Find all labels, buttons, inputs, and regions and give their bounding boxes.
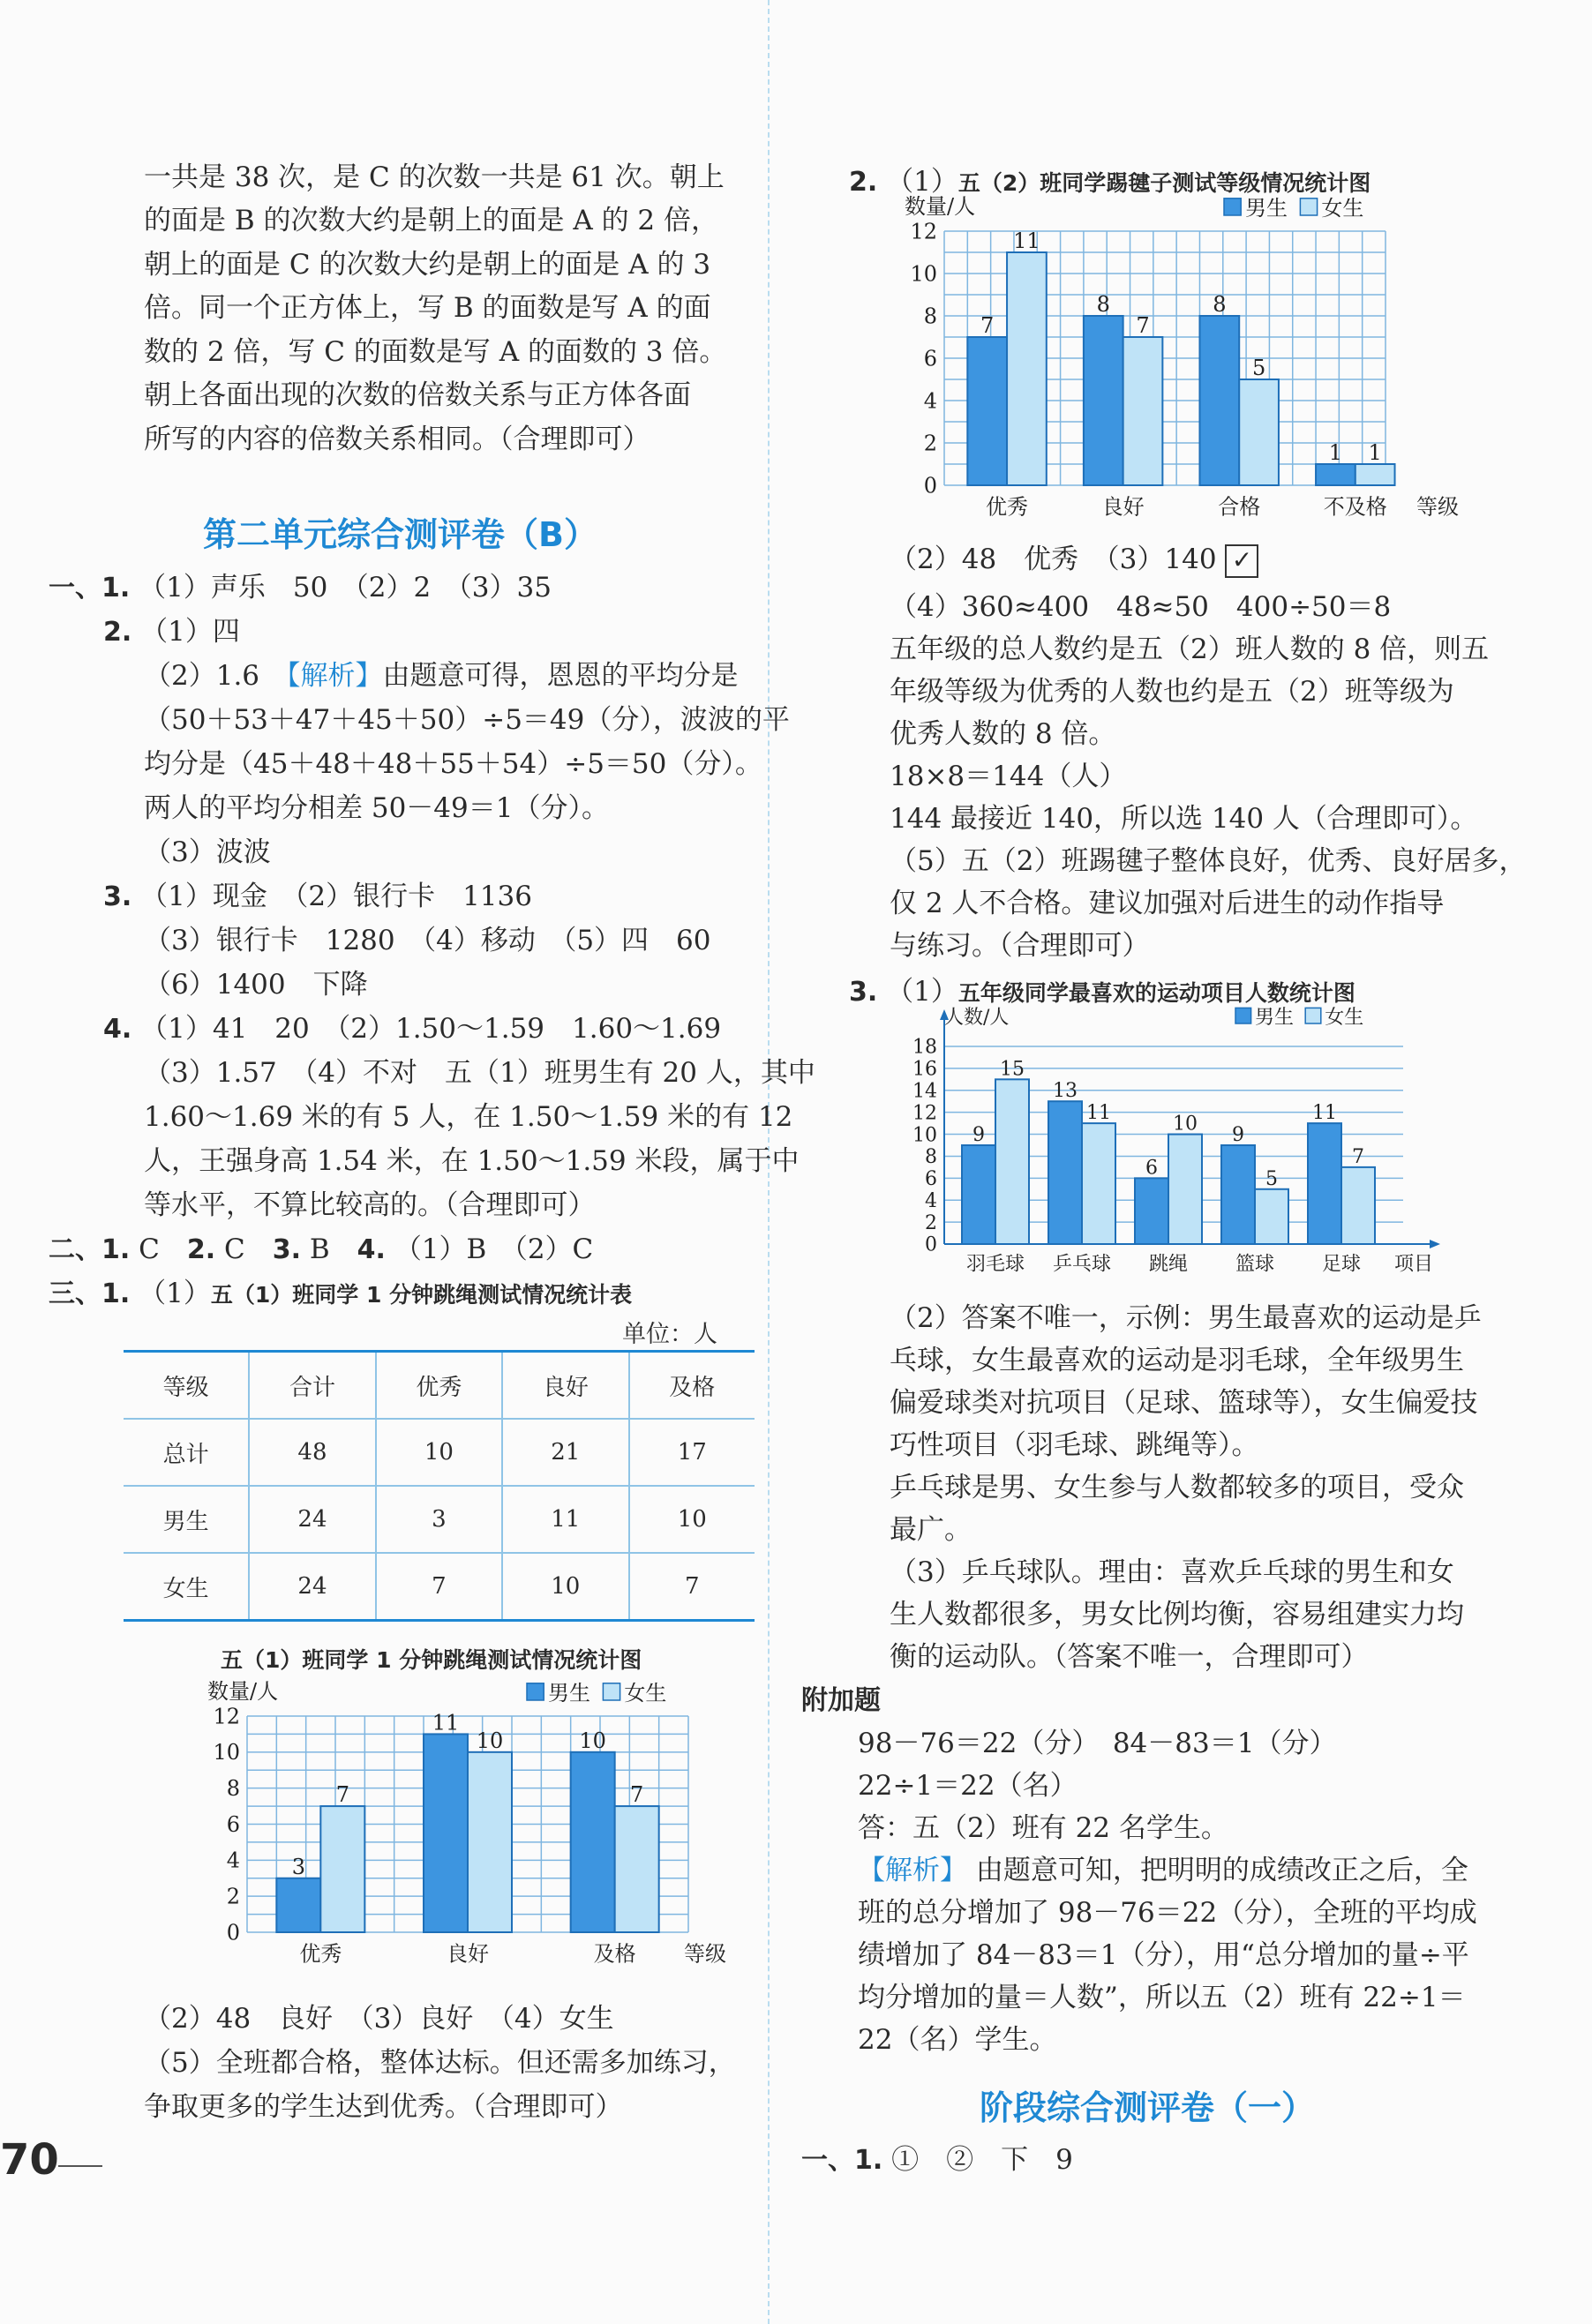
bar (1082, 1123, 1115, 1244)
answer-text: ① ② 下 9 (891, 2144, 1073, 2176)
y-tick-label: 6 (925, 1168, 937, 1191)
legend-label: 女生 (1325, 1007, 1364, 1029)
y-axis-label: 人数/人 (944, 1007, 1010, 1029)
text-line: 五年级的总人数约是五（2）班人数的 8 倍，则五 (890, 633, 1490, 665)
text-line: 均分增加的量＝人数”，所以五（2）班有 22÷1＝ (858, 1982, 1466, 2013)
data-label: 8 (1096, 292, 1110, 317)
bar (1221, 1145, 1255, 1244)
table-cell: 7 (629, 1553, 755, 1621)
table-header-row (124, 1352, 755, 1420)
answer-text: （1）四 (140, 616, 240, 648)
data-label: 15 (1000, 1058, 1025, 1081)
question-number: 4. (357, 1234, 386, 1265)
data-label: 7 (1136, 313, 1150, 338)
answer-text: （1）41 20 （2）1.50～1.59 1.60～1.69 (140, 1013, 722, 1045)
text-line: （50＋53＋47＋45＋50）÷5＝49（分），波波的平 (144, 704, 790, 736)
legend-label: 男生 (1245, 196, 1288, 221)
question-number: 2. (186, 1234, 216, 1265)
question-number: 2. (849, 167, 878, 198)
question-number: 2. (103, 617, 132, 648)
data-label: 7 (1352, 1145, 1364, 1168)
question-number: 二、1. (49, 1234, 131, 1265)
table-row (124, 1553, 755, 1621)
text-line: （3）银行卡 1280 （4）移动 （5）四 60 (144, 925, 711, 956)
data-label: 13 (1053, 1080, 1078, 1103)
text-line: 与练习。（合理即可） (890, 930, 1150, 962)
y-tick-label: 4 (923, 388, 937, 414)
header-cell: 及格 (629, 1352, 755, 1420)
answer-text: （1） (886, 166, 958, 198)
text-line: 生人数都很多，男女比例均衡，容易组建实力均 (890, 1599, 1464, 1631)
table-cell: 女生 (124, 1553, 249, 1621)
table-cell: 24 (249, 1486, 375, 1553)
table-cell: 3 (376, 1486, 502, 1553)
answer-text: C (224, 1233, 273, 1265)
legend-swatch-girls (603, 1683, 620, 1700)
y-tick-label: 10 (910, 261, 937, 287)
text-line: 班的总分增加了 98－76＝22（分），全班的平均成 (858, 1897, 1477, 1929)
text-line: 所写的内容的倍数关系相同。（合理即可） (144, 424, 650, 455)
question-4 (103, 1006, 721, 1046)
bar (1199, 316, 1239, 485)
table-cell: 7 (376, 1553, 502, 1621)
text-line: （3）乒乓球队。理由：喜欢乒乓球的男生和女 (890, 1556, 1454, 1588)
section-title: 阶段综合测评卷（一） (980, 2088, 1316, 2127)
text-line: 衡的运动队。（答案不唯一，合理即可） (890, 1641, 1369, 1673)
bar (1048, 1101, 1082, 1244)
text-line: 两人的平均分相差 50－49＝1（分）。 (144, 792, 609, 824)
data-label: 5 (1251, 356, 1266, 380)
text-line: （6）1400 下降 (144, 969, 368, 1001)
text-line: （4）360≈400 48≈50 400÷50＝8 (890, 591, 1392, 623)
text-line: 一共是 38 次，是 C 的次数一共是 61 次。朝上 (144, 161, 725, 193)
answer-text: C (139, 1233, 187, 1265)
y-tick-label: 2 (923, 431, 937, 456)
header-cell: 优秀 (376, 1352, 502, 1420)
bar (1341, 1167, 1375, 1244)
answer-text: （1） (886, 976, 958, 1008)
text-line: 98－76＝22（分） 84－83＝1（分） (858, 1728, 1337, 1759)
data-label: 11 (1086, 1102, 1111, 1125)
y-tick-label: 10 (213, 1740, 240, 1765)
bar (967, 337, 1007, 485)
text-line: 巧性项目（羽毛球、跳绳等）。 (890, 1429, 1259, 1461)
question-number: 三、1. (49, 1278, 131, 1309)
text-line: 年级等级为优秀的人数也约是五（2）班等级为 (890, 676, 1454, 708)
bar (571, 1752, 615, 1932)
data-label: 11 (432, 1710, 460, 1736)
text-line: （2）答案不唯一，示例：男生最喜欢的运动是乒 (890, 1302, 1482, 1334)
bar (1239, 379, 1279, 485)
answer-text: （1）声乐 50 （2）2 （3）35 (139, 572, 552, 603)
y-tick-label: 6 (226, 1811, 240, 1837)
bar (995, 1079, 1029, 1244)
bar (1007, 252, 1047, 485)
data-label: 11 (1312, 1102, 1337, 1125)
x-tick-label: 优秀 (299, 1941, 342, 1967)
text-line: 均分是（45＋48＋48＋55＋54）÷5＝50（分）。 (144, 748, 762, 780)
bar (1316, 464, 1355, 485)
chart-title: 五（2）班同学踢毽子测试等级情况统计图 (957, 170, 1371, 196)
bar (424, 1734, 468, 1932)
header-cell: 等级 (124, 1352, 249, 1420)
question-number: 一、1. (49, 573, 131, 603)
data-label: 6 (1145, 1157, 1158, 1180)
section-title: 第二单元综合测评卷（B） (203, 515, 597, 554)
text-line: 1.60～1.69 米的有 5 人，在 1.50～1.59 米的有 12 (144, 1101, 793, 1133)
data-label: 5 (1265, 1167, 1278, 1190)
table-cell: 17 (629, 1419, 755, 1486)
bar (1255, 1189, 1288, 1244)
table-row (124, 1486, 755, 1553)
table-cell: 男生 (124, 1486, 249, 1553)
page-number-rule (58, 2165, 102, 2167)
text-line: 的面是 B 的次数大约是朝上的面是 A 的 2 倍， (144, 205, 719, 236)
y-tick-label: 12 (912, 1102, 937, 1125)
y-tick-label: 14 (912, 1080, 937, 1103)
y-tick-label: 8 (925, 1146, 937, 1169)
analysis-tag: 【解析】 (858, 1855, 967, 1886)
bar-chart-jump-rope (207, 1679, 737, 1967)
text-line: 22（名）学生。 (858, 2024, 1057, 2056)
legend-label: 女生 (1321, 196, 1364, 221)
data-label: 7 (980, 313, 995, 338)
header-cell: 合计 (249, 1352, 375, 1420)
y-tick-label: 12 (213, 1704, 240, 1729)
text-line: 18×8＝144（人） (890, 761, 1127, 792)
x-tick-label: 良好 (447, 1941, 489, 1967)
bar (1135, 1178, 1168, 1244)
data-label: 8 (1213, 292, 1227, 317)
text-line: （3）波波 (144, 836, 271, 868)
data-table (124, 1350, 755, 1622)
table-cell: 总计 (124, 1419, 249, 1486)
x-tick-label: 良好 (1101, 494, 1145, 520)
table-row (124, 1419, 755, 1486)
analysis-line (858, 1848, 1468, 1887)
question-1 (49, 565, 552, 604)
x-tick-label: 不及格 (1323, 494, 1387, 520)
bar (468, 1752, 512, 1932)
data-label: 10 (1173, 1113, 1198, 1136)
y-tick-label: 0 (226, 1920, 240, 1945)
check-icon: ✓ (1225, 544, 1258, 578)
question-3 (103, 873, 532, 913)
analysis-tag: 【解析】 (287, 660, 383, 692)
text-line: 最广。 (890, 1514, 972, 1546)
bar (1308, 1123, 1341, 1244)
y-axis-label: 数量/人 (207, 1679, 279, 1704)
legend-swatch-girls (1300, 199, 1317, 215)
y-tick-label: 8 (226, 1776, 240, 1802)
data-label: 1 (1368, 440, 1382, 465)
question-2a (103, 609, 240, 648)
legend-label: 男生 (1255, 1007, 1295, 1029)
x-tick-label: 跳绳 (1148, 1253, 1189, 1276)
data-label: 3 (291, 1854, 305, 1879)
legend-label: 女生 (624, 1681, 667, 1706)
legend-swatch-boys (1235, 1008, 1251, 1023)
text-line: 偏爱球类对抗项目（足球、篮球等），女生偏爱技 (890, 1387, 1478, 1419)
bar (1123, 337, 1163, 485)
table-cell: 48 (249, 1419, 375, 1486)
table-cell: 10 (376, 1419, 502, 1486)
header-cell: 良好 (502, 1352, 628, 1420)
y-tick-label: 18 (912, 1036, 937, 1059)
y-tick-label: 16 (912, 1058, 937, 1081)
chart-title: 五（1）班同学 1 分钟跳绳测试情况统计图 (221, 1647, 642, 1673)
bar (615, 1806, 659, 1932)
x-axis-label: 项目 (1394, 1253, 1434, 1276)
answer-line (890, 536, 1258, 578)
table-unit: 单位：人 (622, 1321, 717, 1348)
y-tick-label: 4 (925, 1189, 937, 1212)
text-line: （5）全班都合格，整体达标。但还需多加练习， (144, 2047, 736, 2079)
table-cell: 10 (629, 1486, 755, 1553)
x-tick-label: 乒乓球 (1052, 1253, 1112, 1276)
question-number: 一、1. (801, 2145, 883, 2176)
y-tick-label: 12 (910, 219, 937, 244)
y-tick-label: 2 (925, 1211, 937, 1234)
y-axis-label: 数量/人 (905, 194, 976, 219)
text-line: 争取更多的学生达到优秀。（合理即可） (144, 2091, 623, 2123)
x-tick-label: 足球 (1321, 1253, 1362, 1276)
text-line: 朝上的面是 C 的次数大约是朝上的面是 A 的 3 (144, 249, 711, 281)
answer-text: 由题意可得，恩恩的平均分是 (382, 660, 739, 692)
bar (276, 1878, 320, 1932)
question-last (801, 2137, 1073, 2177)
legend-swatch-boys (527, 1683, 544, 1700)
answer-text: 由题意可知，把明明的成绩改正之后，全 (975, 1855, 1468, 1886)
text-line: 22÷1＝22（名） (858, 1770, 1078, 1802)
page-number: 70 (0, 2135, 59, 2185)
text-line: 等水平，不算比较高的。（合理即可） (144, 1189, 596, 1221)
data-label: 1 (1328, 440, 1343, 465)
table-cell: 10 (502, 1553, 628, 1621)
text-line: 人，王强身高 1.54 米，在 1.50～1.59 米段，属于中 (144, 1145, 800, 1177)
answer-text: （1）现金 （2）银行卡 1136 (140, 881, 532, 912)
y-tick-label: 8 (923, 304, 937, 329)
table-cell: 24 (249, 1553, 375, 1621)
question-number: 4. (103, 1014, 132, 1045)
legend-swatch-girls (1305, 1008, 1321, 1023)
x-axis-label: 等级 (1416, 494, 1459, 520)
data-label: 9 (972, 1124, 985, 1146)
data-label: 10 (579, 1728, 606, 1753)
part-3 (49, 1271, 632, 1310)
y-tick-label: 6 (923, 346, 937, 371)
answer-text: （1）B （2）C (394, 1233, 594, 1265)
data-label: 7 (630, 1782, 644, 1808)
data-label: 10 (476, 1728, 504, 1753)
question-number: 3. (849, 977, 878, 1008)
text-line: 倍。同一个正方体上，写 B 的面数是写 A 的面 (144, 292, 711, 324)
text-line: 数的 2 倍，写 C 的面数是写 A 的面数的 3 倍。 (144, 336, 727, 368)
x-tick-label: 篮球 (1235, 1253, 1275, 1276)
bar-chart-sports (909, 1004, 1474, 1286)
text-line: （2）48 良好 （3）良好 （4）女生 (144, 2003, 614, 2035)
answer-text: B (309, 1233, 357, 1265)
bar-chart-shuttlecock (905, 194, 1459, 521)
data-label: 9 (1232, 1124, 1244, 1146)
text-line: 乒乓球是男、女生参与人数都较多的项目，受众 (890, 1472, 1464, 1503)
text-line: （3）1.57 （4）不对 五（1）班男生有 20 人，其中 (144, 1057, 815, 1089)
y-tick-label: 0 (925, 1233, 937, 1256)
bar (962, 1145, 995, 1244)
x-axis-label: 等级 (684, 1941, 726, 1967)
question-3-right (849, 969, 1355, 1008)
text-line: 优秀人数的 8 倍。 (890, 718, 1116, 750)
bar (1168, 1135, 1202, 1244)
x-axis-arrow (1430, 1240, 1440, 1248)
y-tick-label: 2 (226, 1884, 240, 1909)
data-label: 11 (1013, 229, 1040, 253)
text-line: 答：五（2）班有 22 名学生。 (858, 1812, 1228, 1844)
text-line: 乓球，女生最喜欢的运动是羽毛球，全年级男生 (890, 1345, 1464, 1376)
data-label: 7 (335, 1782, 349, 1808)
question-number: 3. (103, 881, 132, 912)
table-title: 五（1）班同学 1 分钟跳绳测试情况统计表 (210, 1282, 633, 1308)
x-tick-label: 优秀 (986, 494, 1029, 520)
table-cell: 11 (502, 1486, 628, 1553)
y-tick-label: 0 (923, 473, 937, 499)
text-line: 朝上各面出现的次数的倍数关系与正方体各面 (144, 379, 691, 411)
bar (1355, 464, 1395, 485)
x-tick-label: 羽毛球 (965, 1253, 1025, 1276)
y-tick-label: 4 (226, 1848, 240, 1873)
text-line: 144 最接近 140，所以选 140 人（合理即可）。 (890, 803, 1478, 835)
question-2b (144, 653, 739, 693)
text-line: （5）五（2）班踢毽子整体良好，优秀、良好居多， (890, 845, 1527, 877)
x-tick-label: 及格 (593, 1941, 636, 1967)
bonus-title: 附加题 (801, 1685, 881, 1716)
chart-title: 五年级同学最喜欢的运动项目人数统计图 (957, 980, 1355, 1006)
legend-label: 男生 (548, 1681, 590, 1706)
text-line: 仅 2 人不合格。建议加强对后进生的动作指导 (890, 888, 1445, 919)
x-tick-label: 合格 (1218, 494, 1261, 520)
question-2-right (849, 159, 1370, 199)
answer-text: （2）1.6 (144, 660, 288, 692)
question-number: 3. (272, 1234, 302, 1265)
part-2 (49, 1226, 593, 1266)
table-cell: 21 (502, 1419, 628, 1486)
answer-text: （2）48 优秀 （3）140 (890, 544, 1217, 575)
y-tick-label: 10 (912, 1124, 937, 1147)
bar (1084, 316, 1123, 485)
bar (320, 1806, 364, 1932)
answer-text: （1） (139, 1278, 211, 1309)
legend-swatch-boys (1224, 199, 1241, 215)
text-line: 绩增加了 84－83＝1（分），用“总分增加的量÷平 (858, 1939, 1469, 1971)
